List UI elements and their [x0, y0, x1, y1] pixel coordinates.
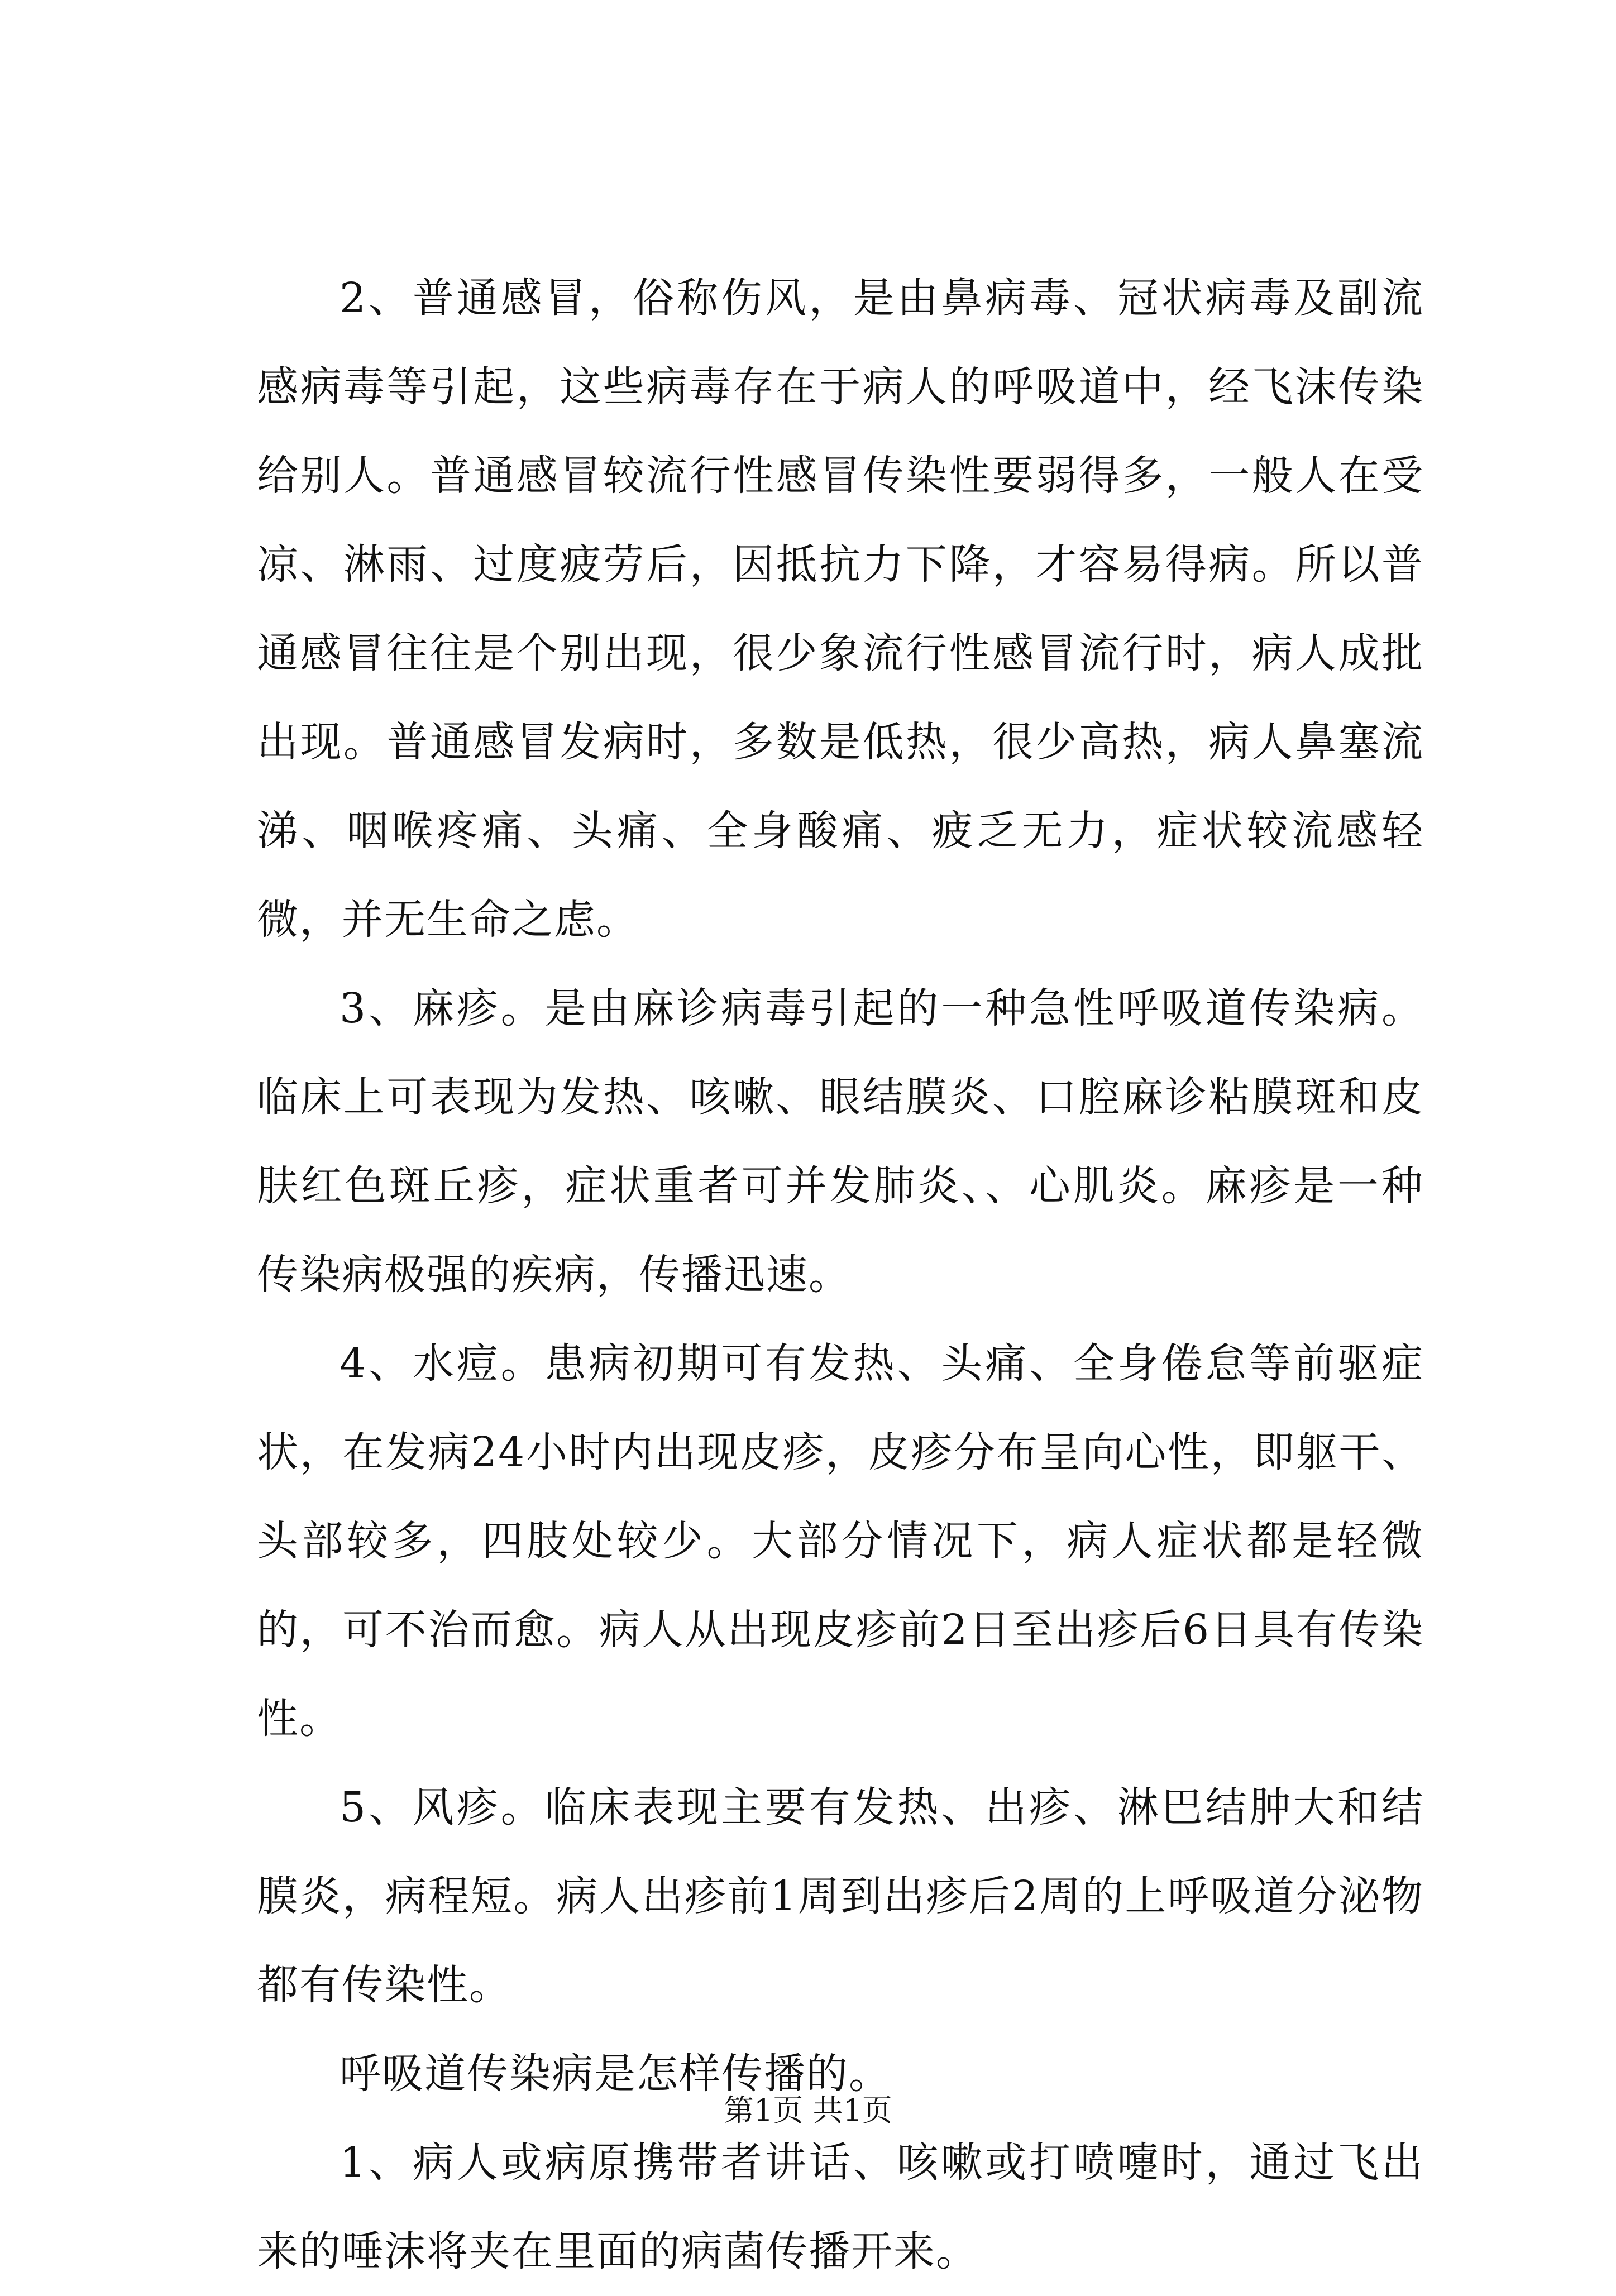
paragraph-rubella: 5、风疹。临床表现主要有发热、出疹、淋巴结肿大和结膜炎，病程短。病人出疹前1周到出疹后2周的上呼吸道分泌物都有传染性。 [257, 1783, 1424, 2009]
paragraph-measles: 3、麻疹。是由麻诊病毒引起的一种急性呼吸道传染病。临床上可表现为发热、咳嗽、眼结膜炎、口腔麻诊粘膜斑和皮肤红色斑丘疹，症状重者可并发肺炎、、心肌炎。麻疹是一种传染病极强的疾病，传播迅速。 [257, 984, 1424, 1299]
page-footer: 第1页 共1页 [724, 2093, 892, 2128]
paragraph-transmission-droplets: 1、病人或病原携带者讲话、咳嗽或打喷嚏时，通过飞出来的唾沫将夹在里面的病菌传播开来。 [257, 2139, 1424, 2275]
paragraph-common-cold: 2、普通感冒，俗称伤风，是由鼻病毒、冠状病毒及副流感病毒等引起，这些病毒存在于病人的呼吸道中，经飞沫传染给别人。普通感冒较流行性感冒传染性要弱得多，一般人在受凉、淋雨、过度疲劳后，因抵抗力下降，才容易得病。所以普通感冒往往是个别出现，很少象流行性感冒流行时，病人成批出现。普通感冒发病时，多数是低热，很少高热，病人鼻塞流涕、咽喉疼痛、头痛、全身酸痛、疲乏无力，症状较流感轻微，并无生命之虑。 [257, 274, 1424, 944]
paragraph-chickenpox: 4、水痘。患病初期可有发热、头痛、全身倦怠等前驱症状，在发病24小时内出现皮疹，皮疹分布呈向心性，即躯干、头部较多，四肢处较少。大部分情况下，病人症状都是轻微的，可不治而愈。病人从出现皮疹前2日至出疹后6日具有传染性。 [257, 1340, 1424, 1743]
document-body [257, 254, 1424, 2296]
paragraph-transmission-heading: 呼吸道传染病是怎样传播的。 [340, 2050, 891, 2098]
